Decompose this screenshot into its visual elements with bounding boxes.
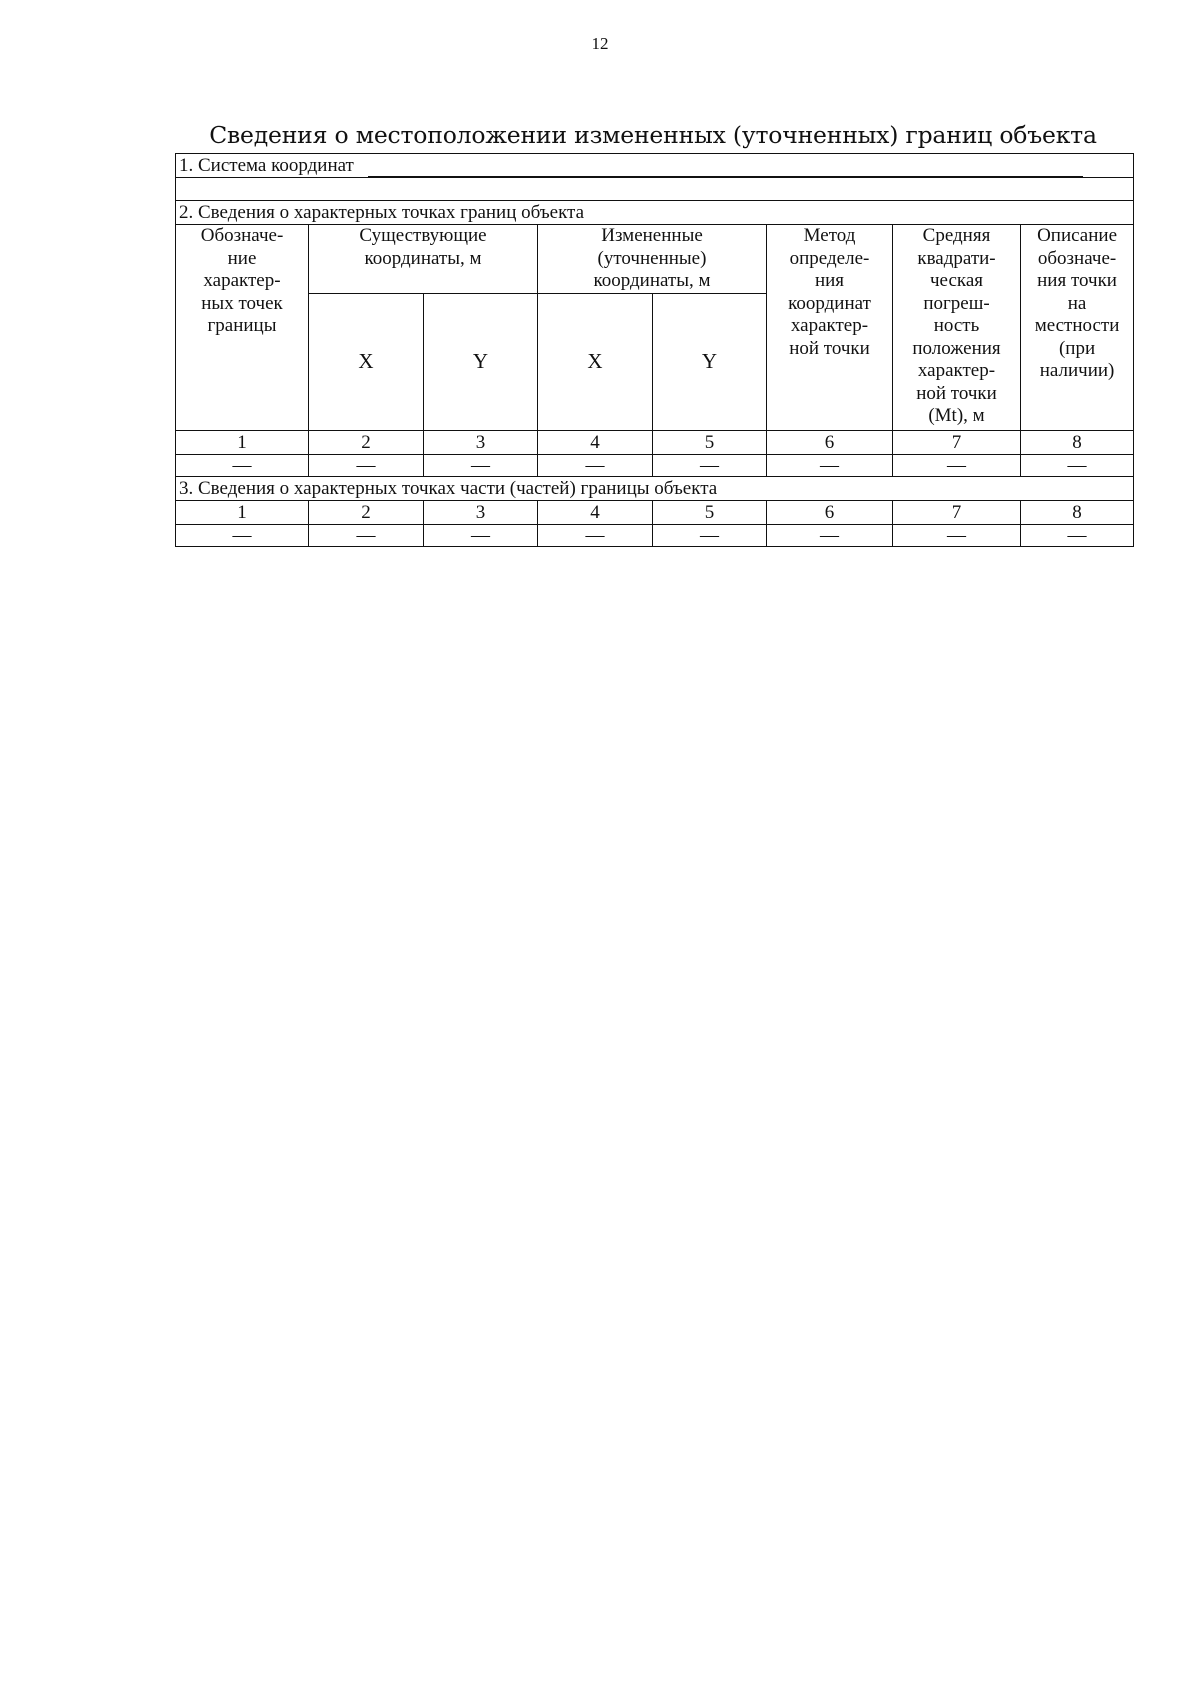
header-existing-coords (309, 225, 538, 294)
section3-title: 3. Сведения о характерных точках части (частей) границы объекта (176, 476, 1134, 500)
table-row (176, 454, 1134, 476)
col-number: 5 (653, 500, 767, 524)
col-number: 6 (767, 500, 893, 524)
table-row (176, 524, 1134, 546)
page-number: 12 (591, 34, 609, 53)
col-number: 1 (176, 430, 309, 454)
table-cell: — (893, 524, 1021, 546)
table-cell: — (424, 454, 538, 476)
header-mean-error (893, 225, 1021, 431)
coordinate-system-row (176, 154, 1134, 178)
table-cell: — (653, 454, 767, 476)
section2-title-row (176, 201, 1134, 225)
header-designation (176, 225, 309, 431)
col-number: 7 (893, 500, 1021, 524)
col-number: 5 (653, 430, 767, 454)
header-description-text: Описание обозначе- ния точки на местности (при наличии) (1034, 225, 1120, 381)
col-number: 8 (1021, 500, 1134, 524)
header-changed-coords (538, 225, 767, 294)
col-number: 7 (893, 430, 1021, 454)
table-cell: — (538, 454, 653, 476)
header-row-1 (176, 225, 1134, 294)
header-changed-x: X (538, 293, 653, 430)
section2-column-numbers (176, 430, 1134, 454)
section3-title-row (176, 476, 1134, 500)
table-cell: — (176, 524, 309, 546)
col-number: 4 (538, 500, 653, 524)
table-cell: — (538, 524, 653, 546)
col-number: 4 (538, 430, 653, 454)
col-number: 1 (176, 500, 309, 524)
header-description (1021, 225, 1134, 431)
table-cell: — (176, 454, 309, 476)
table-cell: — (1021, 524, 1134, 546)
header-designation-text: Обозначе- ние характер- ных точек границы (200, 225, 284, 336)
col-number: 6 (767, 430, 893, 454)
col-number: 3 (424, 430, 538, 454)
col-number: 3 (424, 500, 538, 524)
coordinate-system-label: 1. Система координат (179, 155, 354, 176)
header-changed-coords-text: Измененные (уточненные) координаты, м (593, 225, 711, 291)
header-existing-x: X (309, 293, 424, 430)
header-mean-error-text: Средняя квадрати- ческая погреш- ность положения характер- ной точки (Mt), м (912, 225, 1001, 426)
table-cell: — (893, 454, 1021, 476)
header-existing-coords-text: Существующие координаты, м (359, 225, 487, 269)
table-cell: — (767, 524, 893, 546)
table-cell: — (653, 524, 767, 546)
table-cell: — (424, 524, 538, 546)
table-cell: — (309, 454, 424, 476)
blank-row (176, 178, 1134, 201)
col-number: 8 (1021, 430, 1134, 454)
header-changed-y: Y (653, 293, 767, 430)
col-number: 2 (309, 500, 424, 524)
header-existing-y: Y (424, 293, 538, 430)
table-cell: — (309, 524, 424, 546)
header-method-text: Метод определе- ния координат характер- ной точки (788, 225, 871, 359)
coordinate-system-field (368, 158, 1083, 177)
table-cell: — (1021, 454, 1134, 476)
col-number: 2 (309, 430, 424, 454)
boundary-points-table (175, 153, 1134, 547)
table-cell: — (767, 454, 893, 476)
section2-title: 2. Сведения о характерных точках границ объекта (176, 201, 1134, 225)
section3-column-numbers (176, 500, 1134, 524)
header-method (767, 225, 893, 431)
document-title: Сведения о местоположении измененных (уточненных) границ объекта (209, 121, 1097, 149)
